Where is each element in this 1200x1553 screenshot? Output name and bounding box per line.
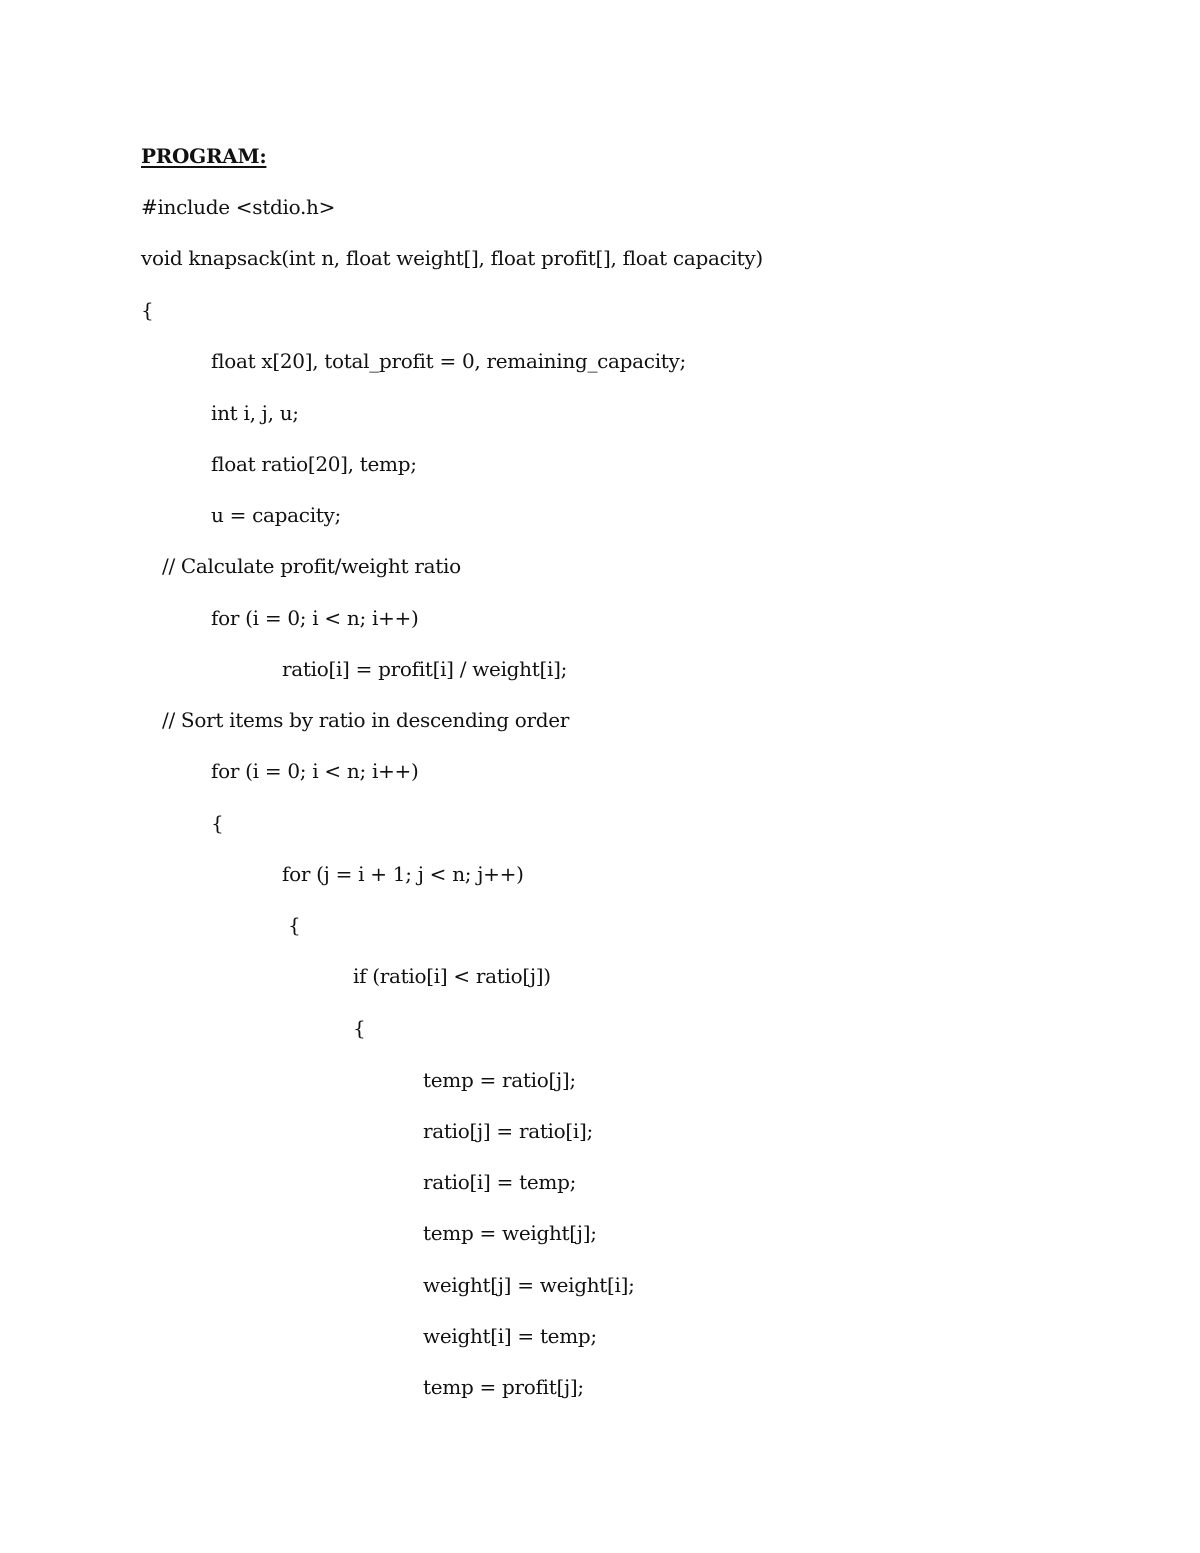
- code-line-float-declarations: float x[20], total_profit = 0, remaining_capacity;: [211, 349, 686, 373]
- code-line-ratio-declaration: float ratio[20], temp;: [211, 452, 417, 476]
- code-comment-sort-items: // Sort items by ratio in descending order: [162, 708, 570, 732]
- code-line-for-loop: for (i = 0; i < n; i++): [211, 606, 419, 630]
- code-line-swap-ratio-j: ratio[j] = ratio[i];: [423, 1119, 593, 1143]
- code-line-include: #include <stdio.h>: [141, 195, 336, 219]
- code-line-open-brace: {: [141, 298, 154, 322]
- program-heading: PROGRAM:: [141, 144, 267, 168]
- code-line-outer-for-loop: for (i = 0; i < n; i++): [211, 759, 419, 783]
- code-line-temp-ratio: temp = ratio[j];: [423, 1068, 576, 1092]
- code-line-swap-ratio-i: ratio[i] = temp;: [423, 1170, 577, 1194]
- code-line-int-declarations: int i, j, u;: [211, 401, 299, 425]
- code-line-swap-weight-i: weight[i] = temp;: [423, 1324, 597, 1348]
- code-line-if-open-brace: {: [353, 1016, 366, 1040]
- code-line-ratio-assignment: ratio[i] = profit[i] / weight[i];: [282, 657, 568, 681]
- code-line-swap-weight-j: weight[j] = weight[i];: [423, 1273, 635, 1297]
- code-line-capacity-assignment: u = capacity;: [211, 503, 341, 527]
- code-line-inner-for-loop: for (j = i + 1; j < n; j++): [282, 862, 524, 886]
- code-line-inner-open-brace: {: [288, 913, 301, 937]
- code-line-if-condition: if (ratio[i] < ratio[j]): [353, 964, 551, 988]
- code-line-outer-open-brace: {: [211, 811, 224, 835]
- code-line-function-signature: void knapsack(int n, float weight[], float profit[], float capacity): [141, 246, 763, 270]
- code-line-temp-weight: temp = weight[j];: [423, 1221, 597, 1245]
- code-comment-calculate-ratio: // Calculate profit/weight ratio: [162, 554, 461, 578]
- code-line-temp-profit: temp = profit[j];: [423, 1375, 584, 1399]
